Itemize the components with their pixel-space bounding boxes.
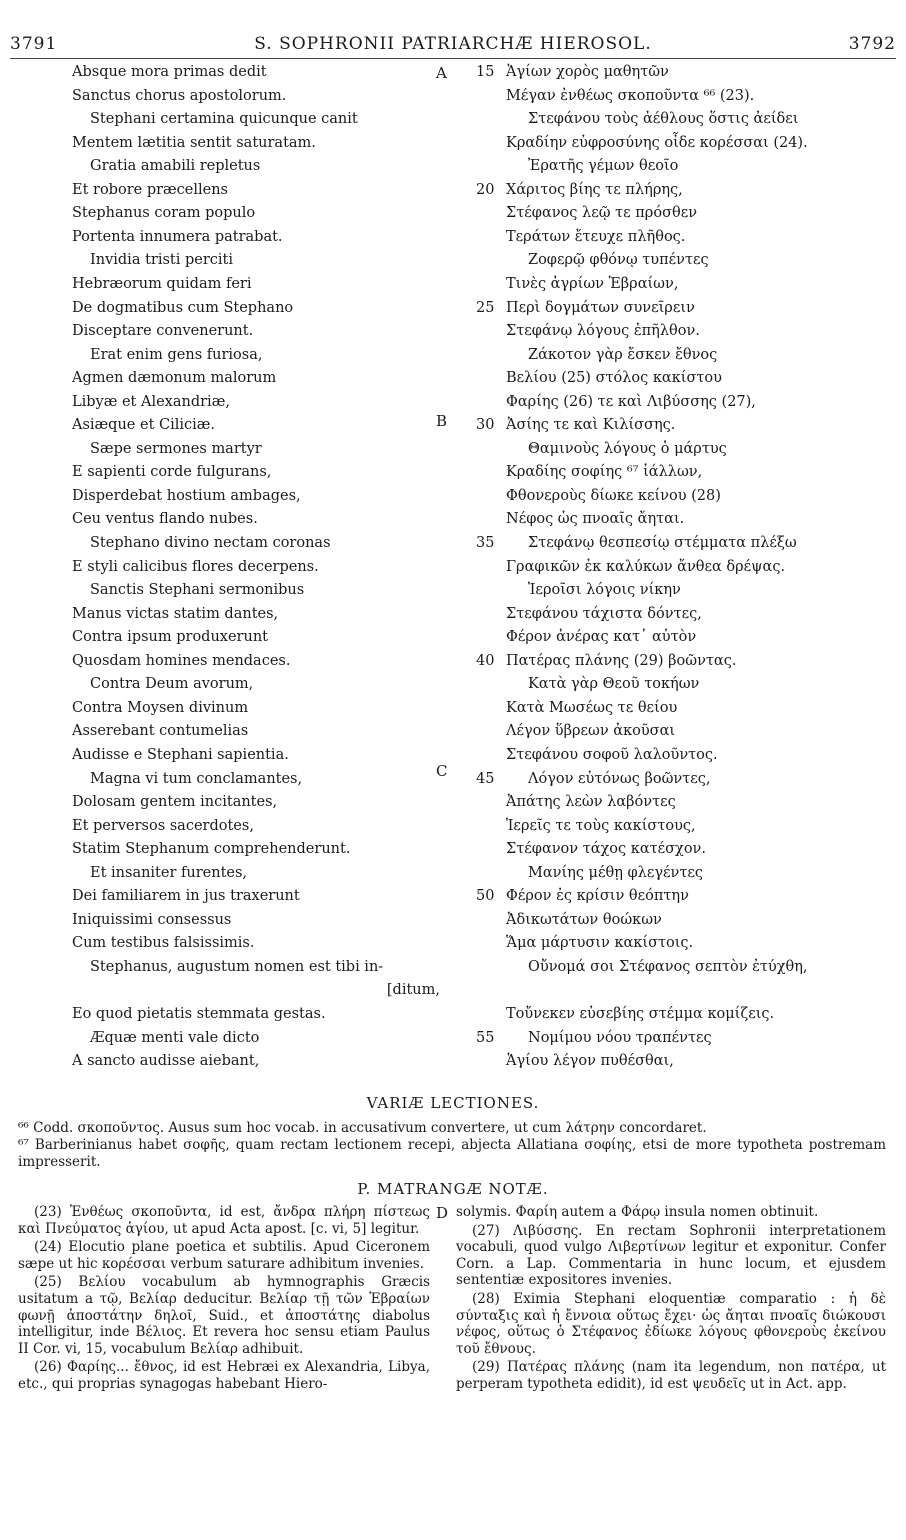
- margin-marker-a: A: [436, 64, 447, 82]
- line-number: 50: [476, 888, 495, 905]
- greek-verse-line: Γραφικῶν ἐκ καλύκων ἄνθεα δρέψας.: [506, 558, 786, 575]
- greek-verse-line: Νέφος ὡς πνοαῖς ἄηται.: [506, 511, 685, 528]
- margin-marker-c: C: [436, 762, 448, 780]
- line-number: 30: [476, 417, 495, 434]
- greek-verse-line: Στέφανος λεῷ τε πρόσθεν: [506, 205, 698, 222]
- latin-verse-line: Gratia amabili repletus: [90, 158, 261, 175]
- line-number: 25: [476, 299, 495, 316]
- greek-verse-line: Κατὰ γὰρ Θεοῦ τοκήων: [528, 676, 700, 693]
- variae-lectiones: [18, 1120, 886, 1171]
- greek-verse-line: Νομίμου νόου τραπέντες: [528, 1029, 712, 1046]
- greek-verse-line: Στεφάνου τοὺς ἀέθλους ὅστις ἀείδει: [528, 111, 799, 128]
- greek-verse-line: Τοὔνεκεν εὐσεβίης στέμμα κομίζεις.: [506, 1006, 775, 1022]
- greek-verse-line: Ἅμα μάρτυσιν κακίστοις.: [506, 935, 694, 952]
- greek-verse-line: Μέγαν ἐνθέως σκοποῦντα ⁶⁶ (23).: [506, 87, 755, 104]
- running-header: [10, 34, 896, 58]
- greek-verse-line: Χάριτος βίης τε πλήρης,: [506, 181, 683, 198]
- latin-verse-line: Quosdam homines mendaces.: [72, 652, 291, 669]
- greek-verse-line: Στεφάνῳ θεσπεσίῳ στέμματα πλέξω: [528, 535, 797, 551]
- greek-verse-line: Στεφάνου σοφοῦ λαλοῦντος.: [506, 746, 718, 763]
- greek-verse-line: Περὶ δογμάτων συνεῖρειν: [506, 299, 695, 316]
- greek-verse-line: Ἀσίης τε καὶ Κιλίσσης.: [506, 417, 676, 434]
- latin-verse-line: Libyæ et Alexandriæ,: [72, 393, 230, 410]
- commentary-note: (25) Βελίου vocabulum ab hymnographis Græcis usitatum a τῷ, Βελίαρ deducitur. Βελίαρ τῇ τῶν Ἑβραίων φωνῇ ἀποστάτην δηλοῖ, Suid., et ἀποστάτης diabolus intelligitur, inde Βέλιος. Et revera hoc sensu etiam Paulus II Cor. vi, 15, vocabulum Βελίαρ adhibuit.: [18, 1274, 430, 1357]
- line-number: 35: [476, 535, 495, 551]
- latin-verse-line: Æquæ menti vale dicto: [90, 1029, 260, 1046]
- commentary-note: (27) Λιβύσσης. En rectam Sophronii interpretationem vocabuli, quod vulgo Λιβερτίνων legitur et exponitur. Confer Corn. a Lap. Commentaria in hunc locum, et ejusdem sententiæ expositores invenies.: [456, 1222, 886, 1289]
- commentary-note: (23) Ἐνθέως σκοποῦντα, id est, ἄνδρα πλήρη πίστεως καὶ Πνεύματος ἁγίου, ut apud Acta apost. [c. vi, 5] legitur.: [18, 1204, 430, 1237]
- greek-verse-line: Τεράτων ἔτευχε πλῆθος.: [506, 228, 686, 245]
- latin-verse-line: Ceu ventus flando nubes.: [72, 511, 258, 528]
- greek-verse-line: Κατὰ Μωσέως τε θείου: [506, 699, 678, 716]
- greek-verse-line: Ἁγίου λέγον πυθέσθαι,: [506, 1053, 674, 1070]
- latin-verse-line: Audisse e Stephani sapientia.: [72, 746, 289, 763]
- page-number-left: 3791: [10, 34, 58, 54]
- greek-verse-line: Φαρίης (26) τε καὶ Λιβύσσης (27),: [506, 393, 756, 410]
- latin-verse-line: Stephanus coram populo: [72, 205, 256, 222]
- latin-verse-line: Magna vi tum conclamantes,: [90, 770, 303, 787]
- latin-verse-line: Asiæque et Ciliciæ.: [72, 417, 216, 434]
- latin-verse-line: De dogmatibus cum Stephano: [72, 299, 294, 316]
- notes-left-column: [18, 1204, 430, 1395]
- latin-verse-line: E sapienti corde fulgurans,: [72, 464, 272, 481]
- greek-verse-line: Ζάκοτον γὰρ ἔσκεν ἔθνος: [528, 346, 718, 363]
- latin-verse-line: Hebræorum quidam feri: [72, 275, 252, 292]
- line-number: 15: [476, 64, 495, 80]
- greek-verse-line: Ἀδικωτάτων θοώκων: [506, 911, 662, 928]
- commentary-note: (26) Φαρίης... ἔθνος, id est Hebræi ex Alexandria, Libya, etc., qui proprias synagogas habebant Hiero-: [18, 1359, 430, 1392]
- running-title: S. SOPHRONII PATRIARCHÆ HIEROSOL.: [254, 34, 652, 54]
- latin-verse-line: Stephani certamina quicunque canit: [90, 111, 358, 128]
- greek-verse-line: Οὔνομά σοι Στέφανος σεπτὸν ἐτύχθη,: [528, 958, 808, 975]
- page-number-right: 3792: [848, 34, 896, 54]
- latin-verse-line: Sæpe sermones martyr: [90, 440, 262, 457]
- latin-verse-line: A sancto audisse aiebant,: [72, 1053, 260, 1070]
- latin-verse-line: Stephano divino nectam coronas: [90, 535, 331, 551]
- greek-verse-line: Ἁγίων χορὸς μαθητῶν: [506, 64, 669, 80]
- greek-verse-line: Ἱερεῖς τε τοὺς κακίστους,: [506, 817, 696, 834]
- margin-marker-b: B: [436, 412, 448, 430]
- latin-verse-line: Et perversos sacerdotes,: [72, 817, 254, 834]
- variae-lectiones-title: VARIÆ LECTIONES.: [366, 1094, 540, 1112]
- latin-verse-line: Eo quod pietatis stemmata gestas.: [72, 1006, 326, 1022]
- header-rule: [10, 58, 896, 59]
- latin-verse-line: Et insaniter furentes,: [90, 864, 248, 881]
- greek-verse-line: Φέρον ἀνέρας κατ᾽ αὐτὸν: [506, 629, 697, 646]
- greek-verse-line: Κραδίης σοφίης ⁶⁷ ἰάλλων,: [506, 464, 703, 481]
- latin-verse-line: Statim Stephanum comprehenderunt.: [72, 841, 351, 858]
- latin-verse-line: Iniquissimi consessus: [72, 911, 232, 928]
- latin-verse-line: Contra ipsum produxerunt: [72, 629, 268, 646]
- latin-verse-line: Stephanus, augustum nomen est tibi in-: [90, 958, 384, 975]
- latin-verse-line: Sanctus chorus apostolorum.: [72, 87, 287, 104]
- greek-verse-line: Φθονεροὺς δίωκε κείνου (28): [506, 487, 721, 504]
- latin-verse-line: E styli calicibus flores decerpens.: [72, 558, 319, 575]
- greek-verse-line: Λέγον ὕβρεων ἀκοῦσαι: [506, 723, 676, 740]
- latin-verse-line: Asserebant contumelias: [72, 723, 249, 740]
- latin-verse-line: Absque mora primas dedit: [72, 64, 267, 80]
- greek-verse-line: Ἐρατῆς γέμων θεοῖο: [528, 158, 679, 175]
- latin-verse-line: Mentem lætitia sentit saturatam.: [72, 134, 316, 151]
- greek-verse-line: Πατέρας πλάνης (29) βοῶντας.: [506, 652, 737, 669]
- commentary-note: (29) Πατέρας πλάνης (nam ita legendum, non πατέρα, ut perperam typotheta edidit), id est ψευδεῖς ut in Act. app.: [456, 1359, 886, 1392]
- latin-verse-line: Cum testibus falsissimis.: [72, 935, 255, 952]
- commentary-note: solymis. Φαρίη autem a Φάρῳ insula nomen obtinuit.: [456, 1204, 819, 1220]
- line-number: 55: [476, 1029, 495, 1046]
- latin-verse-line: Manus victas statim dantes,: [72, 605, 279, 622]
- latin-verse-line: Invidia tristi perciti: [90, 252, 233, 269]
- greek-verse-line: Θαμινοὺς λόγους ὁ μάρτυς: [528, 440, 727, 457]
- greek-verse-line: Τινὲς ἀγρίων Ἑβραίων,: [506, 275, 679, 292]
- latin-verse-line: Sanctis Stephani sermonibus: [90, 582, 305, 599]
- greek-verse-line: Ἀπάτης λεὼν λαβόντες: [506, 794, 676, 811]
- commentary-note: (24) Elocutio plane poetica et subtilis. Apud Ciceronem sæpe ut hic κορέσσαι verbum saturare adhibitum invenies.: [18, 1239, 430, 1272]
- variant-note: ⁶⁶ Codd. σκοποῦντος. Ausus sum hoc vocab. in accusativum convertere, ut cum λάτρην concordaret.: [18, 1120, 707, 1136]
- variant-note: ⁶⁷ Barberinianus habet σοφῆς, quam rectam lectionem recepi, abjecta Allatiana σοφίης, etsi de more typotheta postremam impresserit.: [18, 1137, 886, 1170]
- greek-verse-line: Ζοφερῷ φθόνῳ τυπέντες: [528, 252, 709, 269]
- greek-verse-line: Ἱεροῖσι λόγοις νίκην: [528, 582, 681, 599]
- greek-verse-line: Βελίου (25) στόλος κακίστου: [506, 370, 722, 387]
- latin-verse-line: Disceptare convenerunt.: [72, 323, 254, 340]
- margin-marker-d: D: [436, 1204, 449, 1222]
- latin-verse-line: Disperdebat hostium ambages,: [72, 487, 301, 504]
- greek-verse-line: Στεφάνου τάχιστα δόντες,: [506, 605, 702, 622]
- latin-verse-line: Dei familiarem in jus traxerunt: [72, 888, 300, 905]
- greek-verse-line: Κραδίην εὐφροσύνης οἶδε κορέσσαι (24).: [506, 134, 808, 151]
- greek-verse-line: Φέρον ἐς κρίσιν θεόπτην: [506, 888, 689, 905]
- notae-title: P. MATRANGÆ NOTÆ.: [357, 1180, 549, 1198]
- latin-verse-line: Contra Deum avorum,: [90, 676, 254, 693]
- latin-verse-line: Erat enim gens furiosa,: [90, 346, 263, 363]
- line-number: 20: [476, 181, 495, 198]
- greek-verse-line: Λόγον εὐτόνως βοῶντες,: [528, 770, 711, 787]
- greek-verse-line: Στεφάνῳ λόγους ἐπῆλθον.: [506, 323, 700, 340]
- latin-verse-line: [ditum,: [386, 982, 440, 999]
- greek-verse-line: Στέφανον τάχος κατέσχον.: [506, 841, 706, 858]
- latin-verse-line: Dolosam gentem incitantes,: [72, 794, 278, 811]
- latin-verse-line: Portenta innumera patrabat.: [72, 228, 283, 245]
- line-number: 45: [476, 770, 495, 787]
- notes-right-column: [456, 1204, 886, 1395]
- latin-verse-line: Agmen dæmonum malorum: [72, 370, 277, 387]
- latin-verse-line: Et robore præcellens: [72, 181, 228, 198]
- greek-verse-line: Μανίης μέθῃ φλεγέντες: [528, 864, 704, 881]
- commentary-note: (28) Eximia Stephani eloquentiæ comparatio : ἡ δὲ σύνταξις καὶ ἡ ἔννοια οὕτως ἔχει· ὡς ἄηται πνοαῖς διώκουσι νέφος, οὕτως ὁ Στέφανος ἐδίωκε λόγους φθονεροὺς ἐκείνου τοῦ ἔθνους.: [456, 1290, 886, 1357]
- latin-verse-line: Contra Moysen divinum: [72, 699, 249, 716]
- line-number: 40: [476, 652, 495, 669]
